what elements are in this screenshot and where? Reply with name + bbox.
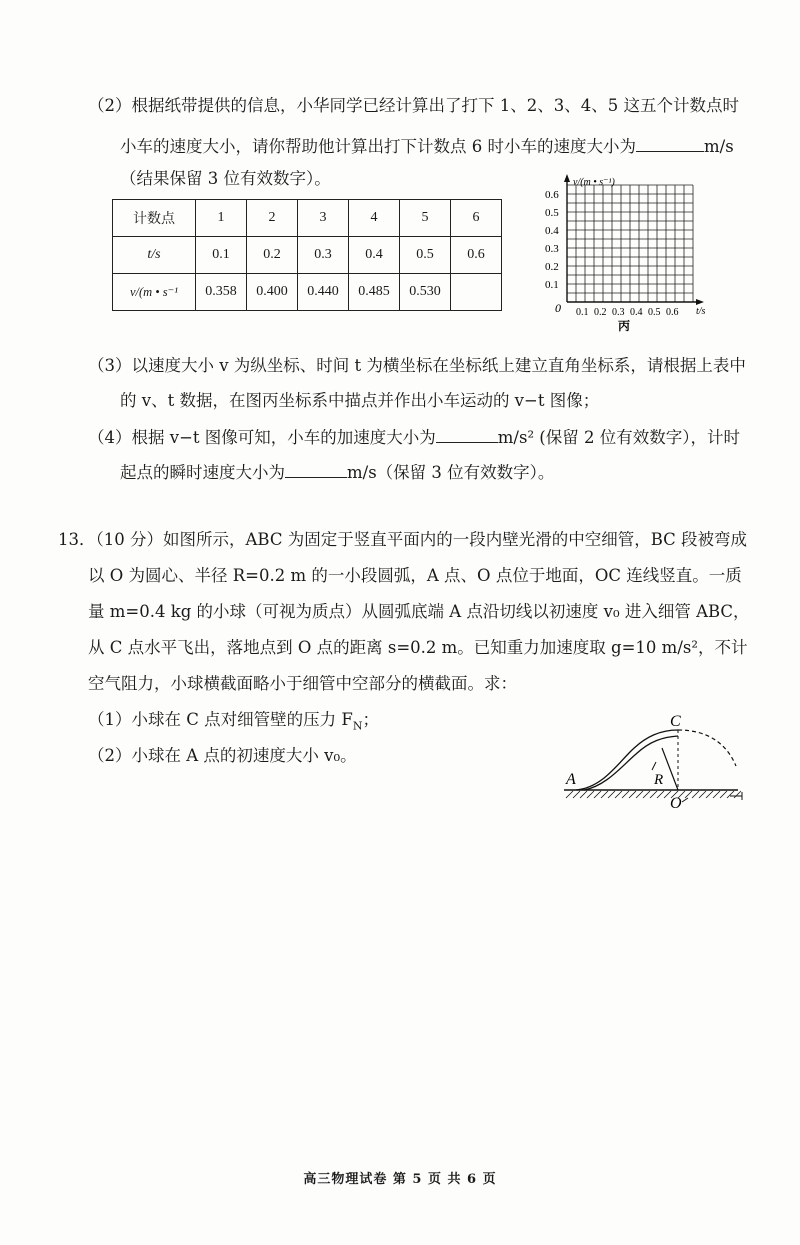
q12-p4-line2 (120, 461, 554, 484)
x-tick-label: 0.6 (666, 307, 679, 318)
label-o: O (670, 795, 682, 812)
q12-p2-line2-text: 小车的速度大小，请你帮助他计算出打下计数点 6 时小车的速度大小为 (120, 137, 636, 156)
table-t-label: t/s (113, 237, 196, 274)
table-cell: 0.485 (349, 274, 400, 311)
table-cell: 0.1 (196, 237, 247, 274)
tube-figure (556, 706, 746, 816)
y-axis-label: v/(m • s⁻¹) (573, 177, 615, 188)
y-tick-label: 0.5 (545, 207, 559, 219)
x-tick-label: 0.2 (594, 307, 607, 318)
x-tick-label: 0.5 (648, 307, 661, 318)
table-cell: 6 (451, 200, 502, 237)
page-footer: 高三物理试卷 第 5 页 共 6 页 (303, 1172, 497, 1187)
radius-line (662, 748, 678, 790)
hatch-line (608, 791, 615, 798)
x-axis-label: t/s (696, 306, 706, 317)
q13-sub1 (88, 709, 379, 737)
hatch-line (629, 791, 636, 798)
table-cell: 2 (247, 200, 298, 237)
table-cell: 4 (349, 200, 400, 237)
y-tick-label: 0.6 (545, 189, 559, 201)
q13-line5: 空气阻力，小球横截面略小于细管中空部分的横截面。求： (88, 674, 517, 693)
hatch-line (657, 791, 664, 798)
q13-line2: 以 O 为圆心、半径 R=0.2 m 的一小段圆弧，A 点、O 点位于地面，OC 连线竖直。一质 (88, 566, 742, 585)
trajectory-path (678, 730, 736, 766)
ground-hatching (566, 791, 741, 798)
table-row (113, 237, 502, 274)
y-axis-arrow (564, 174, 570, 182)
table-cell: 0.6 (451, 237, 502, 274)
hatch-line (713, 791, 720, 798)
y-tick-label: 0.4 (545, 225, 559, 237)
graph-grid (567, 185, 693, 302)
answer-blank-v6 (636, 135, 704, 152)
hatch-line (650, 791, 657, 798)
hatch-line (615, 791, 622, 798)
table-cell: 0.4 (349, 237, 400, 274)
table-cell: 5 (400, 200, 451, 237)
radius-mark (652, 762, 656, 770)
table-row (113, 274, 502, 311)
table-cell: 0.400 (247, 274, 298, 311)
q12-p4-line1-text-a: （4）根据 v−t 图像可知，小车的加速度大小为 (88, 428, 436, 447)
q12-p4-line2-text-a: 起点的瞬时速度大小为 (120, 463, 285, 482)
x-tick-label: 0.4 (630, 307, 643, 318)
q12-p2-line3: （结果保留 3 位有效数字）。 (120, 169, 331, 188)
graph-caption: 丙 (618, 319, 631, 333)
q12-p2-line2-unit: m/s (704, 137, 734, 156)
table-cell-empty (451, 274, 502, 311)
hatch-line (622, 791, 629, 798)
y-tick-label: 0.2 (545, 261, 559, 273)
hatch-line (685, 791, 692, 798)
hatch-line (566, 791, 573, 798)
q13-sub2: （2）小球在 A 点的初速度大小 v₀。 (88, 746, 357, 765)
table-row (113, 200, 502, 237)
table-cell: 0.3 (298, 237, 349, 274)
hatch-line (734, 791, 741, 798)
hatch-line (636, 791, 643, 798)
y-tick-labels (545, 189, 559, 291)
table-cell: 1 (196, 200, 247, 237)
q13-sub1-text: （1）小球在 C 点对细管壁的压力 F (88, 710, 353, 729)
hatch-line (692, 791, 699, 798)
table-cell: 0.440 (298, 274, 349, 311)
label-a: A (566, 771, 576, 788)
q13-sub1-end: ； (362, 710, 379, 729)
y-tick-label: 0.3 (545, 243, 559, 255)
y-tick-label: 0.1 (545, 279, 559, 291)
hatch-line (594, 791, 601, 798)
o-mark (682, 798, 688, 802)
x-tick-labels (576, 307, 679, 318)
table-cell: 0.530 (400, 274, 451, 311)
hatch-line (573, 791, 580, 798)
hatch-line (699, 791, 706, 798)
origin-label: 0 (555, 301, 561, 315)
table-cell: 3 (298, 200, 349, 237)
q12-p4-line1-text-b: m/s² (保留 2 位有效数字），计时 (497, 428, 740, 447)
answer-blank-v0 (285, 461, 347, 478)
q13-line1: 13．（10 分）如图所示，ABC 为固定于竖直平面内的一段内壁光滑的中空细管，BC 段被弯成 (58, 530, 748, 549)
vt-graph (540, 172, 720, 340)
table-cell: 0.358 (196, 274, 247, 311)
x-tick-label: 0.1 (576, 307, 589, 318)
hatch-line (727, 791, 734, 798)
label-c: C (670, 713, 681, 730)
answer-blank-acceleration (436, 426, 498, 443)
hatch-line (580, 791, 587, 798)
q12-p2-line2 (120, 135, 734, 158)
hatch-line (601, 791, 608, 798)
q12-p4-line2-text-b: m/s（保留 3 位有效数字）。 (347, 463, 555, 482)
q13-sub1-subscript: N (352, 719, 363, 733)
data-table (112, 199, 502, 311)
x-axis-arrow (696, 299, 704, 305)
table-cell: 0.5 (400, 237, 451, 274)
hatch-line (720, 791, 727, 798)
hatch-line (643, 791, 650, 798)
table-header-label: 计数点 (113, 200, 196, 237)
table-cell: 0.2 (247, 237, 298, 274)
q12-p3-line1: （3）以速度大小 v 为纵坐标、时间 t 为横坐标在坐标纸上建立直角坐标系，请根据上表中 (88, 356, 746, 375)
q12-p3-line2: 的 v、t 数据，在图丙坐标系中描点并作出小车运动的 v−t 图像； (120, 391, 600, 410)
hatch-line (706, 791, 713, 798)
hatch-line (587, 791, 594, 798)
q12-p4-line1 (88, 426, 740, 449)
table-v-label: v/(m • s⁻¹ (113, 274, 196, 311)
q13-line3: 量 m=0.4 kg 的小球（可视为质点）从圆弧底端 A 点沿切线以初速度 v₀ 进入细管 ABC， (88, 602, 750, 621)
q12-p2-line1: （2）根据纸带提供的信息，小华同学已经计算出了打下 1、2、3、4、5 这五个计数点时 (88, 96, 739, 115)
q13-line4: 从 C 点水平飞出，落地点到 O 点的距离 s=0.2 m。已知重力加速度取 g=10 m/s²，不计 (88, 638, 748, 657)
label-r: R (654, 772, 664, 788)
x-tick-label: 0.3 (612, 307, 625, 318)
